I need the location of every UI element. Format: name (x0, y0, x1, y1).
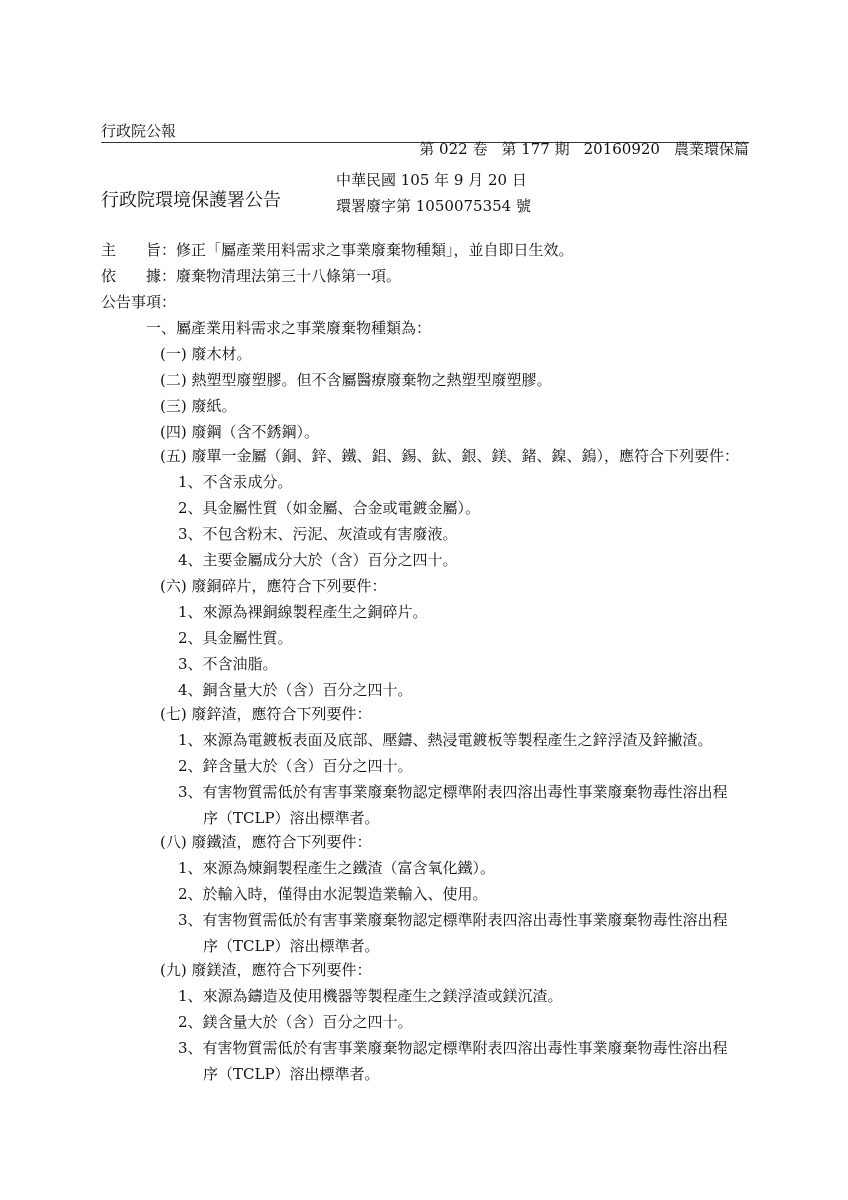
condition-8-3: 3、有害物質需低於有害事業廢棄物認定標準附表四溶出毒性事業廢棄物毒性溶出程 (178, 911, 728, 929)
volume-number: 第 022 卷 (419, 140, 488, 158)
issue-date: 20160920 (583, 140, 660, 158)
condition-7-3-cont: 序（TCLP）溶出標準者。 (203, 809, 380, 827)
condition-6-1: 1、來源為裸銅線製程產生之銅碎片。 (178, 603, 428, 621)
condition-7-2: 2、鋅含量大於（含）百分之四十。 (178, 757, 413, 775)
waste-type-1: (一) 廢木材。 (160, 345, 252, 363)
condition-5-3: 3、不包含粉末、污泥、灰渣或有害廢液。 (178, 525, 458, 543)
announcement-dateline (336, 167, 531, 219)
waste-type-6: (六) 廢銅碎片，應符合下列要件： (160, 577, 387, 595)
condition-9-3-cont: 序（TCLP）溶出標準者。 (203, 1065, 380, 1083)
document-number: 環署廢字第 1050075354 號 (336, 197, 531, 215)
subject-line: 主 旨：修正「屬產業用料需求之事業廢棄物種類」，並自即日生效。 (101, 241, 574, 259)
page-header (101, 120, 749, 158)
basis-line: 依 據：廢棄物清理法第三十八條第一項。 (101, 267, 402, 285)
waste-type-3: (三) 廢紙。 (160, 397, 237, 415)
waste-type-4: (四) 廢鋼（含不銹鋼）。 (160, 423, 319, 441)
waste-type-5: (五) 廢單一金屬（銅、鋅、鐵、鋁、錫、鈦、銀、鎂、鍺、鎳、鎢），應符合下列要件： (160, 447, 739, 465)
condition-8-1: 1、來源為煉銅製程產生之鐵渣（富含氧化鐵）。 (178, 859, 496, 877)
condition-9-3: 3、有害物質需低於有害事業廢棄物認定標準附表四溶出毒性事業廢棄物毒性溶出程 (178, 1039, 728, 1057)
condition-5-2: 2、具金屬性質（如金屬、合金或電鍍金屬）。 (178, 499, 481, 517)
agency-title: 行政院環境保護署公告 (101, 190, 281, 211)
condition-7-1: 1、來源為電鍍板表面及底部、壓鑄、熱浸電鍍板等製程產生之鋅浮渣及鋅撇渣。 (178, 731, 713, 749)
condition-5-4: 4、主要金屬成分大於（含）百分之四十。 (178, 551, 458, 569)
waste-type-9: (九) 廢鎂渣，應符合下列要件： (160, 961, 372, 979)
condition-8-3-cont: 序（TCLP）溶出標準者。 (203, 937, 380, 955)
notice-item-1: 一、屬產業用料需求之事業廢棄物種類為： (146, 319, 432, 337)
waste-type-2: (二) 熱塑型廢塑膠。但不含屬醫療廢棄物之熱塑型廢塑膠。 (160, 371, 552, 389)
condition-6-4: 4、銅含量大於（含）百分之四十。 (178, 681, 413, 699)
condition-5-1: 1、不含汞成分。 (178, 473, 293, 491)
waste-type-7: (七) 廢鋅渣，應符合下列要件： (160, 705, 372, 723)
announcement-date: 中華民國 105 年 9 月 20 日 (336, 171, 527, 189)
issue-number: 第 177 期 (501, 140, 570, 158)
condition-6-3: 3、不含油脂。 (178, 655, 278, 673)
waste-type-8: (八) 廢鐵渣，應符合下列要件： (160, 833, 372, 851)
condition-8-2: 2、於輸入時，僅得由水泥製造業輸入、使用。 (178, 885, 488, 903)
condition-9-2: 2、鎂含量大於（含）百分之四十。 (178, 1013, 413, 1031)
section-name: 農業環保篇 (673, 140, 749, 158)
condition-7-3: 3、有害物質需低於有害事業廢棄物認定標準附表四溶出毒性事業廢棄物毒性溶出程 (178, 783, 728, 801)
notice-heading: 公告事項： (101, 293, 177, 311)
condition-9-1: 1、來源為鑄造及使用機器等製程產生之鎂浮渣或鎂沉渣。 (178, 987, 563, 1005)
gazette-title: 行政院公報 (101, 122, 177, 140)
condition-6-2: 2、具金屬性質。 (178, 629, 293, 647)
